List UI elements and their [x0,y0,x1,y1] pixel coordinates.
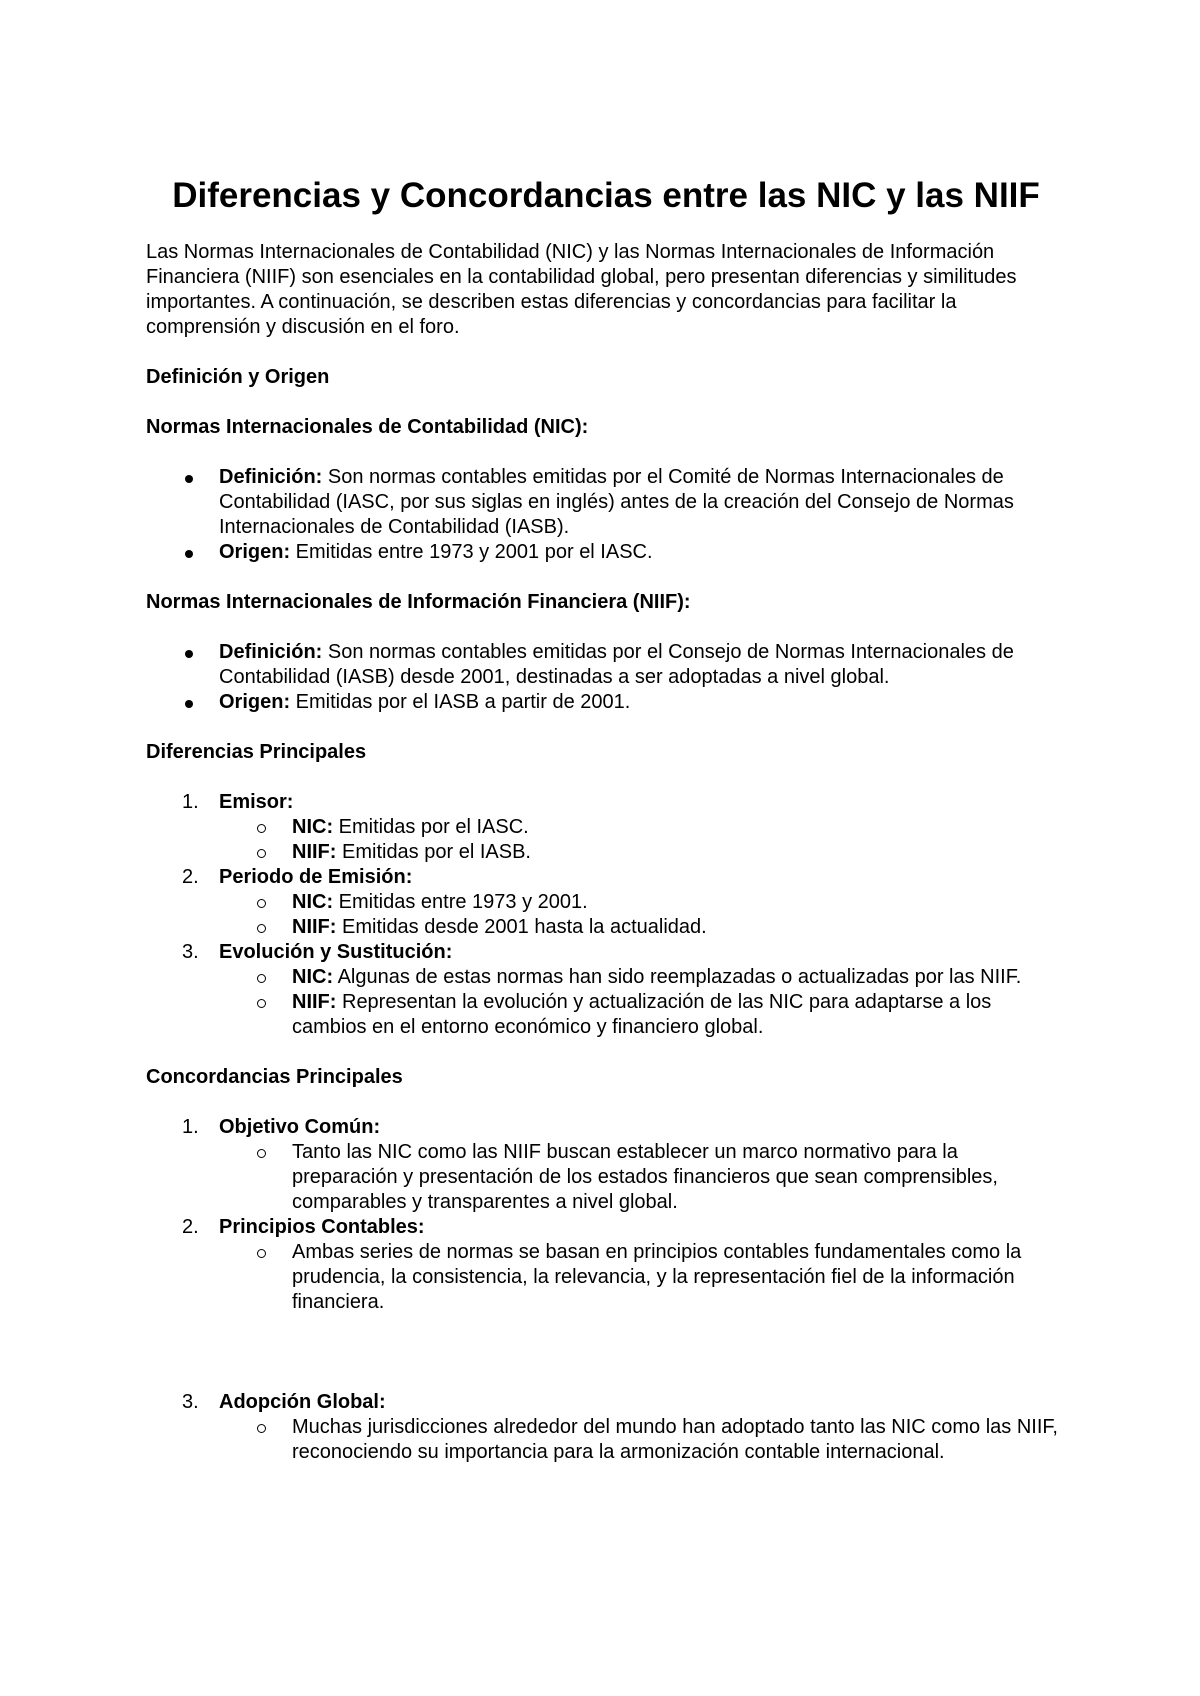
sub-list-item [219,1140,1066,1215]
document-content [146,172,1066,1490]
item-label: Origen: [219,691,291,713]
sub-item-label: NIC: [292,816,334,838]
item-text: Emitidas por el IASB a partir de 2001. [290,691,631,713]
subheading-niif: Normas Internacionales de Información Financiera (NIIF): [146,591,691,613]
sub-list-item [219,990,1066,1040]
item-number: 1. [182,791,199,813]
item-text: Son normas contables emitidas por el Consejo de Normas Internacionales de Contabilidad (IASB) desde 2001, destinadas a ser adoptadas a nivel global. [219,641,1014,688]
item-number: 3. [182,1391,199,1413]
sub-item-label: NIIF: [292,991,337,1013]
list-item [146,865,1066,940]
list-item [146,540,1066,565]
list-item [146,640,1066,690]
item-number: 2. [182,866,199,888]
sub-item-text: Tanto las NIC como las NIIF buscan establecer un marco normativo para la preparación y presentación de los estados financieros que sean comprensibles, comparables y transparentes a nivel global. [292,1141,998,1213]
section-heading-definicion: Definición y Origen [146,366,330,388]
sub-list-item [219,1415,1066,1465]
item-text: Son normas contables emitidas por el Comité de Normas Internacionales de Contabilidad (IASC, por sus siglas en inglés) antes de la creación del Consejo de Normas Internacionales de Contabilidad (IASB). [219,466,1014,538]
sub-list [219,1140,1066,1215]
nic-bullet-list [146,465,1066,565]
list-item [146,1115,1066,1215]
sub-item-text: Emitidas desde 2001 hasta la actualidad. [336,916,707,938]
list-item [146,790,1066,865]
list-item [146,940,1066,1040]
subheading-nic: Normas Internacionales de Contabilidad (NIC): [146,416,589,438]
concordancias-numbered-list [146,1115,1066,1465]
sub-list [219,1240,1066,1315]
list-item [146,1215,1066,1390]
sub-list [219,815,1066,865]
sub-list-item [219,815,1066,840]
item-number: 3. [182,941,199,963]
item-label: Principios Contables: [219,1216,425,1238]
sub-list-item [219,840,1066,865]
section-heading-diferencias: Diferencias Principales [146,741,367,763]
sub-list [219,965,1066,1040]
sub-item-text: Emitidas por el IASC. [333,816,529,838]
item-number: 2. [182,1216,199,1238]
sub-item-text: Ambas series de normas se basan en principios contables fundamentales como la prudencia, la consistencia, la relevancia, y la representación fiel de la información financiera. [292,1241,1022,1313]
sub-item-text: Representan la evolución y actualización de las NIC para adaptarse a los cambios en el entorno económico y financiero global. [292,991,992,1038]
item-label: Adopción Global: [219,1391,386,1413]
item-label: Periodo de Emisión: [219,866,413,888]
sub-item-text: Emitidas entre 1973 y 2001. [333,891,588,913]
sub-item-label: NIIF: [292,916,337,938]
section-heading-concordancias: Concordancias Principales [146,1066,403,1088]
item-label: Evolución y Sustitución: [219,941,453,963]
item-number: 1. [182,1116,199,1138]
list-item [146,465,1066,540]
sub-list [219,890,1066,940]
item-label: Emisor: [219,791,294,813]
sub-list [219,1415,1066,1465]
sub-list-item [219,1240,1066,1315]
diferencias-numbered-list [146,790,1066,1040]
sub-item-text: Emitidas por el IASB. [336,841,531,863]
blank-space [219,1315,1066,1390]
item-label: Definición: [219,466,323,488]
sub-item-label: NIC: [292,891,334,913]
item-label: Origen: [219,541,291,563]
sub-item-text: Muchas jurisdicciones alrededor del mundo han adoptado tanto las NIC como las NIIF, reconociendo su importancia para la armonización contable internacional. [292,1416,1058,1463]
sub-list-item [219,915,1066,940]
sub-list-item [219,965,1066,990]
document-title: Diferencias y Concordancias entre las NIC y las NIIF [172,176,1040,215]
niif-bullet-list [146,640,1066,715]
list-item [146,690,1066,715]
list-item [146,1390,1066,1465]
sub-item-label: NIIF: [292,841,337,863]
intro-paragraph: Las Normas Internacionales de Contabilidad (NIC) y las Normas Internacionales de Información Financiera (NIIF) son esenciales en la contabilidad global, pero presentan diferencias y similitudes importantes. A continuación, se describen estas diferencias y concordancias para facilitar la comprensión y discusión en el foro. [146,241,1017,338]
sub-list-item [219,890,1066,915]
item-label: Definición: [219,641,323,663]
item-text: Emitidas entre 1973 y 2001 por el IASC. [290,541,653,563]
sub-item-text: Algunas de estas normas han sido reemplazadas o actualizadas por las NIIF. [333,966,1022,988]
item-label: Objetivo Común: [219,1116,381,1138]
sub-item-label: NIC: [292,966,334,988]
